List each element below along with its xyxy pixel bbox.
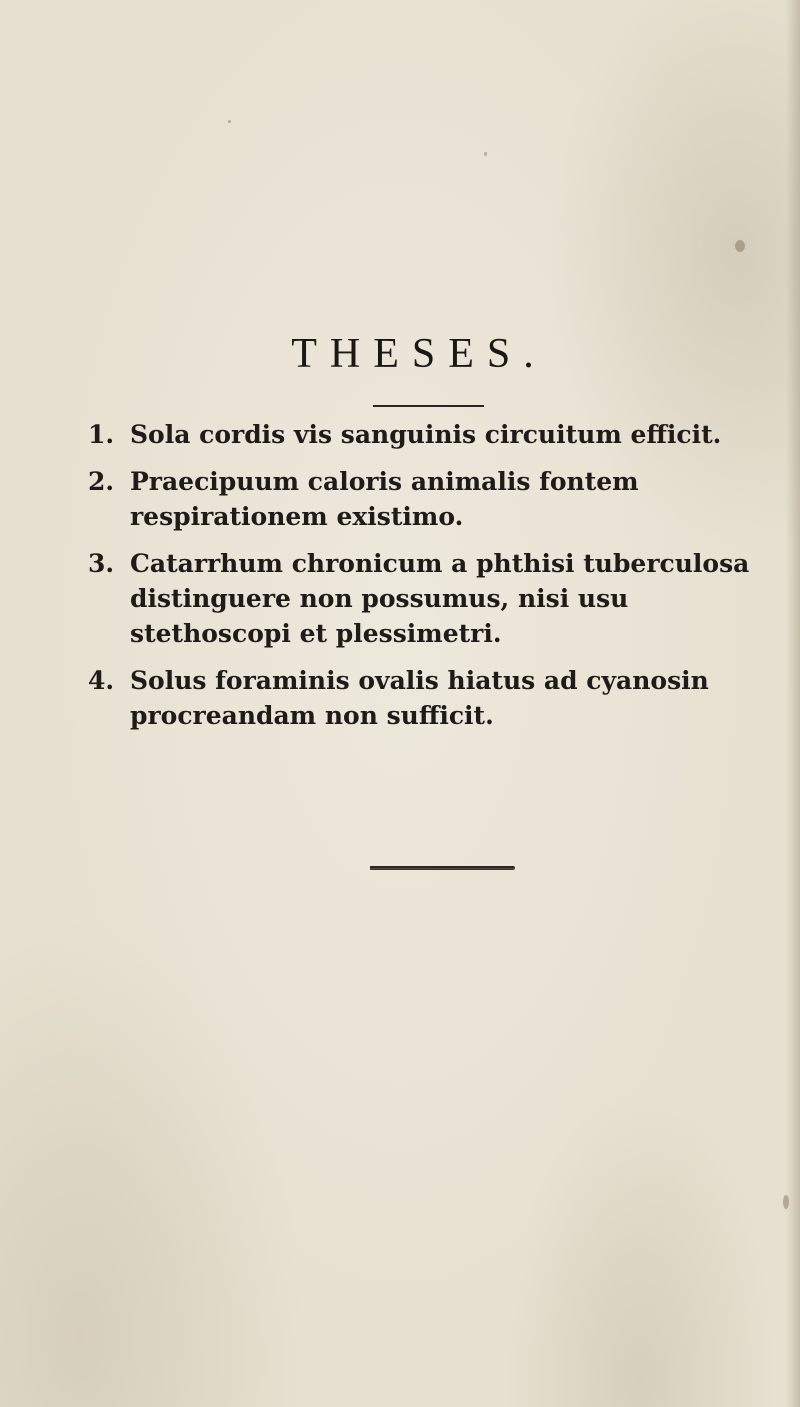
thesis-number: 1. — [88, 420, 115, 449]
thesis-item — [88, 663, 774, 733]
paper-speck — [783, 1195, 789, 1209]
thesis-number: 4. — [88, 666, 115, 695]
thesis-text: Sola cordis vis sanguinis circuitum efficit. — [130, 420, 722, 449]
thesis-item — [88, 464, 774, 534]
theses-list — [88, 417, 774, 745]
thesis-item — [88, 417, 774, 452]
paper-speck — [484, 152, 487, 156]
thesis-item — [88, 546, 774, 651]
title-divider — [373, 405, 484, 407]
thesis-text: Catarrhum chronicum a phthisi tuberculosa distinguere non possumus, nisi usu stethoscopi et plessimetri. — [130, 549, 750, 648]
page-edge-shadow — [786, 0, 800, 1407]
thesis-text: Praecipuum caloris animalis fontem respirationem existimo. — [130, 467, 639, 531]
paper-speck — [735, 240, 745, 252]
thesis-number: 3. — [88, 549, 115, 578]
end-ornament-rule — [370, 866, 515, 870]
paper-speck — [228, 120, 231, 123]
thesis-text: Solus foraminis ovalis hiatus ad cyanosin procreandam non sufficit. — [130, 666, 709, 730]
thesis-number: 2. — [88, 467, 115, 496]
page-title: THESES. — [291, 331, 547, 377]
